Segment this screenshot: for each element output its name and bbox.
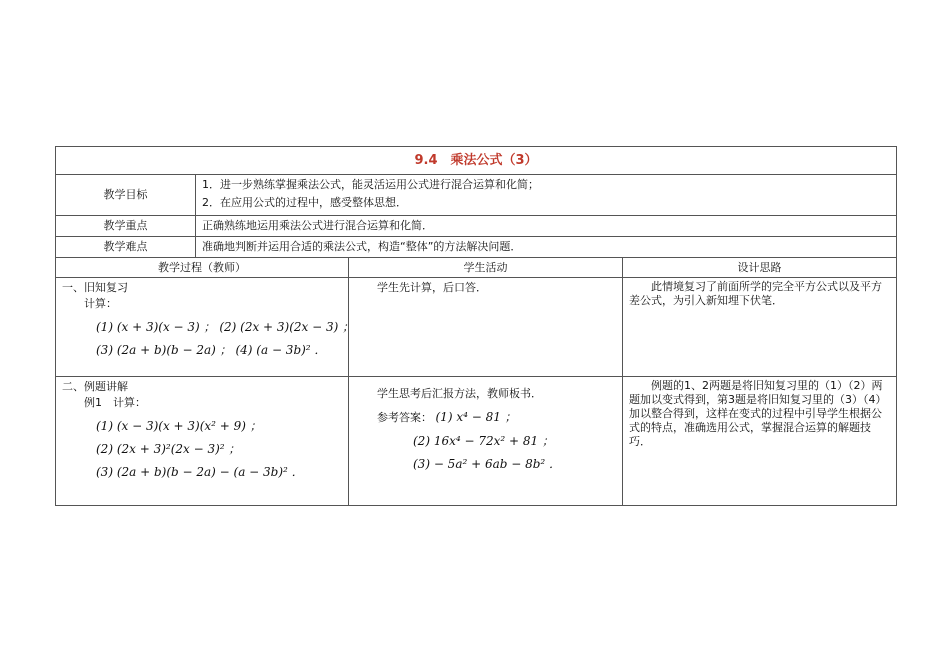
section2-expr-line-1: (1) (x − 3)(x + 3)(x² + 9) ； xyxy=(96,419,262,433)
section2-heading: 二、例题讲解 xyxy=(62,380,128,393)
section2-expr-line-3: (3) (2a + b)(b − 2a) − (a − 3b)² ． xyxy=(96,465,304,479)
section2-answer-label: 参考答案： xyxy=(377,411,432,424)
section2-answer-2: (2) 16x⁴ − 72x² + 81 ； xyxy=(413,434,554,448)
lesson-title: 9.4 乘法公式（3） xyxy=(414,152,538,168)
section1-design-text: 此情境复习了前面所学的完全平方公式以及平方差公式，为引入新知埋下伏笔． xyxy=(629,280,882,307)
objectives-label: 教学目标 xyxy=(56,175,196,216)
section1-teacher-cell xyxy=(56,278,355,377)
section1-expr-line-2: (3) (2a + b)(b − 2a) ； (4) (a − 3b)² ． xyxy=(96,343,327,357)
objective-item-1: 1．进一步熟练掌握乘法公式，能灵活运用公式进行混合运算和化简； xyxy=(202,178,539,191)
section1-student-text: 学生先计算，后口答． xyxy=(377,281,487,294)
section1-expr-line-1: (1) (x + 3)(x − 3) ； (2) (2x + 3)(2x − 3) ； xyxy=(96,320,355,334)
section2-design-text: 例题的1、2两题是将旧知复习里的（1）（2）两题加以变式得到，第3题是将旧知复习里的（3）（4）加以整合得到，这样在变式的过程中引导学生根据公式的特点，准确选用公式，掌握混合运算的解题技巧． xyxy=(629,379,887,448)
section1-student-cell xyxy=(349,278,623,377)
key-points-content: 正确熟练地运用乘法公式进行混合运算和化简． xyxy=(196,216,897,237)
difficulties-row xyxy=(56,237,897,258)
section2-answer-row-1 xyxy=(355,409,616,426)
key-points-row xyxy=(56,216,897,237)
difficulties-label: 教学难点 xyxy=(56,237,196,258)
objective-item-2: 2．在应用公式的过程中，感受整体思想． xyxy=(202,196,407,209)
section2-student-cell xyxy=(349,377,623,506)
section2-teacher-cell xyxy=(56,377,349,506)
objectives-content xyxy=(196,175,897,216)
column-header-row xyxy=(56,258,897,278)
lesson-plan-table xyxy=(55,146,897,506)
difficulties-content: 准确地判断并运用合适的乘法公式，构造“整体”的方法解决问题． xyxy=(196,237,897,258)
section1-design-cell xyxy=(623,278,897,377)
section2-answer-1: (1) x⁴ − 81 ； xyxy=(435,410,517,424)
objectives-row xyxy=(56,175,897,216)
section2-prompt: 例1 计算： xyxy=(84,396,146,409)
column-header-student: 学生活动 xyxy=(349,258,623,278)
title-row xyxy=(56,147,897,175)
section2-row xyxy=(56,377,897,506)
title-cell xyxy=(56,147,897,175)
section2-answer-3: (3) − 5a² + 6ab − 8b² ． xyxy=(413,457,562,471)
section2-design-cell xyxy=(623,377,897,506)
column-header-design: 设计思路 xyxy=(623,258,897,278)
key-points-label: 教学重点 xyxy=(56,216,196,237)
section1-row xyxy=(56,278,897,377)
section2-student-intro: 学生思考后汇报方法，教师板书． xyxy=(377,387,542,400)
column-header-teacher: 教学过程（教师） xyxy=(56,258,349,278)
section2-expr-line-2: (2) (2x + 3)²(2x − 3)² ； xyxy=(96,442,241,456)
section1-heading: 一、旧知复习 xyxy=(62,281,128,294)
section1-prompt: 计算： xyxy=(84,297,117,310)
